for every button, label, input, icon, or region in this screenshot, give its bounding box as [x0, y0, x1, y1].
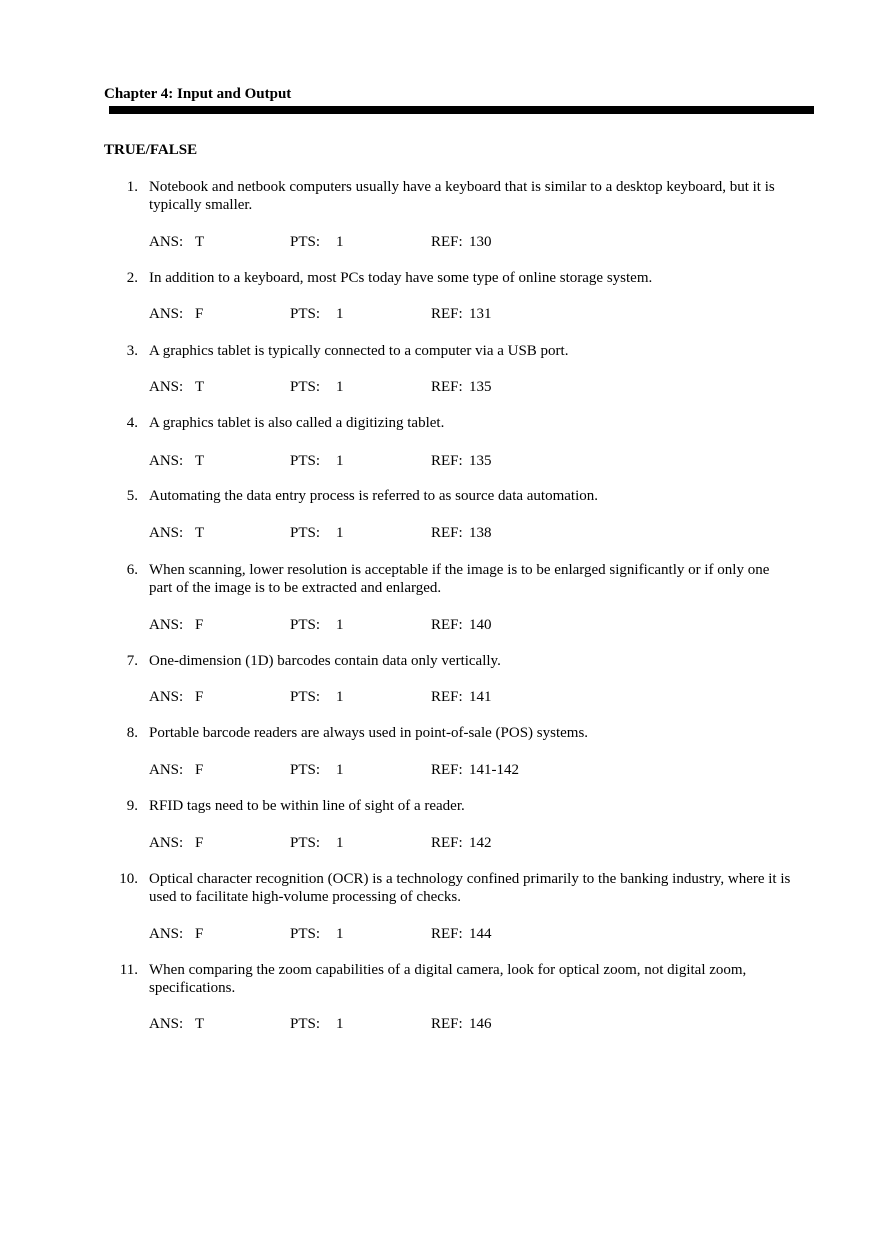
- ans-value: T: [195, 525, 205, 541]
- ref-value: 135: [469, 379, 492, 395]
- ans-label: ANS:: [149, 379, 184, 395]
- ref-value: 140: [469, 617, 492, 633]
- chapter-title: Chapter 4: Input and Output: [104, 86, 292, 102]
- ans-label: ANS:: [149, 306, 184, 322]
- pts-value: 1: [336, 835, 344, 851]
- ref-value: 130: [469, 234, 492, 250]
- pts-value: 1: [336, 617, 344, 633]
- ref-label: REF:: [431, 234, 463, 250]
- question-number: 6.: [126, 562, 138, 578]
- ref-label: REF:: [431, 1016, 463, 1032]
- ans-value: F: [195, 617, 204, 633]
- ans-label: ANS:: [149, 525, 184, 541]
- ans-label: ANS:: [149, 617, 184, 633]
- ref-value: 146: [469, 1016, 492, 1032]
- ref-value: 141-142: [469, 762, 519, 778]
- section-heading: TRUE/FALSE: [104, 142, 198, 158]
- pts-value: 1: [336, 689, 344, 705]
- ref-value: 142: [469, 835, 492, 851]
- question-number: 3.: [126, 343, 138, 359]
- ans-value: T: [195, 453, 205, 469]
- ans-label: ANS:: [149, 926, 184, 942]
- ans-label: ANS:: [149, 689, 184, 705]
- ans-label: ANS:: [149, 835, 184, 851]
- pts-label: PTS:: [290, 234, 321, 250]
- pts-label: PTS:: [290, 1016, 321, 1032]
- pts-label: PTS:: [290, 926, 321, 942]
- pts-value: 1: [336, 1016, 344, 1032]
- ref-label: REF:: [431, 306, 463, 322]
- question-text: RFID tags need to be within line of sight of a reader.: [149, 798, 465, 814]
- question-number: 4.: [126, 415, 138, 431]
- pts-value: 1: [336, 926, 344, 942]
- question-text: A graphics tablet is also called a digitizing tablet.: [149, 415, 445, 431]
- ans-value: F: [195, 926, 204, 942]
- ref-label: REF:: [431, 379, 463, 395]
- ref-value: 144: [469, 926, 492, 942]
- ans-value: T: [195, 379, 205, 395]
- pts-value: 1: [336, 762, 344, 778]
- pts-label: PTS:: [290, 453, 321, 469]
- ans-label: ANS:: [149, 1016, 184, 1032]
- ref-value: 141: [469, 689, 492, 705]
- question-text: Notebook and netbook computers usually have a keyboard that is similar to a desktop keyboard, but it is typically smaller.: [149, 179, 775, 213]
- ref-label: REF:: [431, 453, 463, 469]
- pts-label: PTS:: [290, 306, 321, 322]
- pts-value: 1: [336, 379, 344, 395]
- ans-value: T: [195, 234, 205, 250]
- question-number: 1.: [126, 179, 138, 195]
- ans-label: ANS:: [149, 453, 184, 469]
- pts-label: PTS:: [290, 379, 321, 395]
- ans-value: F: [195, 306, 204, 322]
- ans-value: T: [195, 1016, 205, 1032]
- question-text: One-dimension (1D) barcodes contain data only vertically.: [149, 653, 501, 669]
- ans-label: ANS:: [149, 234, 184, 250]
- question-text: When comparing the zoom capabilities of a digital camera, look for optical zoom, not digital zoom, specifications.: [149, 962, 747, 996]
- ref-label: REF:: [431, 762, 463, 778]
- ref-label: REF:: [431, 617, 463, 633]
- question-number: 9.: [126, 798, 138, 814]
- ref-label: REF:: [431, 926, 463, 942]
- ref-label: REF:: [431, 525, 463, 541]
- question-number: 8.: [126, 725, 138, 741]
- ref-label: REF:: [431, 689, 463, 705]
- question-number: 2.: [126, 270, 138, 286]
- pts-value: 1: [336, 525, 344, 541]
- pts-value: 1: [336, 234, 344, 250]
- ref-value: 131: [469, 306, 492, 322]
- pts-value: 1: [336, 306, 344, 322]
- ref-value: 138: [469, 525, 492, 541]
- pts-label: PTS:: [290, 689, 321, 705]
- question-text: Optical character recognition (OCR) is a technology confined primarily to the banking industry, where it is used to facilitate high-volume processing of checks.: [149, 871, 791, 905]
- pts-label: PTS:: [290, 835, 321, 851]
- question-text: Automating the data entry process is referred to as source data automation.: [149, 488, 599, 504]
- ref-label: REF:: [431, 835, 463, 851]
- question-text: A graphics tablet is typically connected to a computer via a USB port.: [149, 343, 569, 359]
- question-text: When scanning, lower resolution is acceptable if the image is to be enlarged significantly or if only one part of the image is to be extracted and enlarged.: [149, 562, 770, 596]
- ans-value: F: [195, 835, 204, 851]
- ans-value: F: [195, 689, 204, 705]
- ref-value: 135: [469, 453, 492, 469]
- question-number: 5.: [126, 488, 138, 504]
- question-text: Portable barcode readers are always used in point-of-sale (POS) systems.: [149, 725, 589, 741]
- pts-label: PTS:: [290, 525, 321, 541]
- pts-label: PTS:: [290, 617, 321, 633]
- question-number: 11.: [119, 962, 138, 978]
- question-number: 10.: [119, 871, 138, 887]
- question-number: 7.: [126, 653, 138, 669]
- question-text: In addition to a keyboard, most PCs today have some type of online storage system.: [149, 270, 653, 286]
- pts-label: PTS:: [290, 762, 321, 778]
- ans-label: ANS:: [149, 762, 184, 778]
- header-rule: [109, 106, 814, 114]
- ans-value: F: [195, 762, 204, 778]
- pts-value: 1: [336, 453, 344, 469]
